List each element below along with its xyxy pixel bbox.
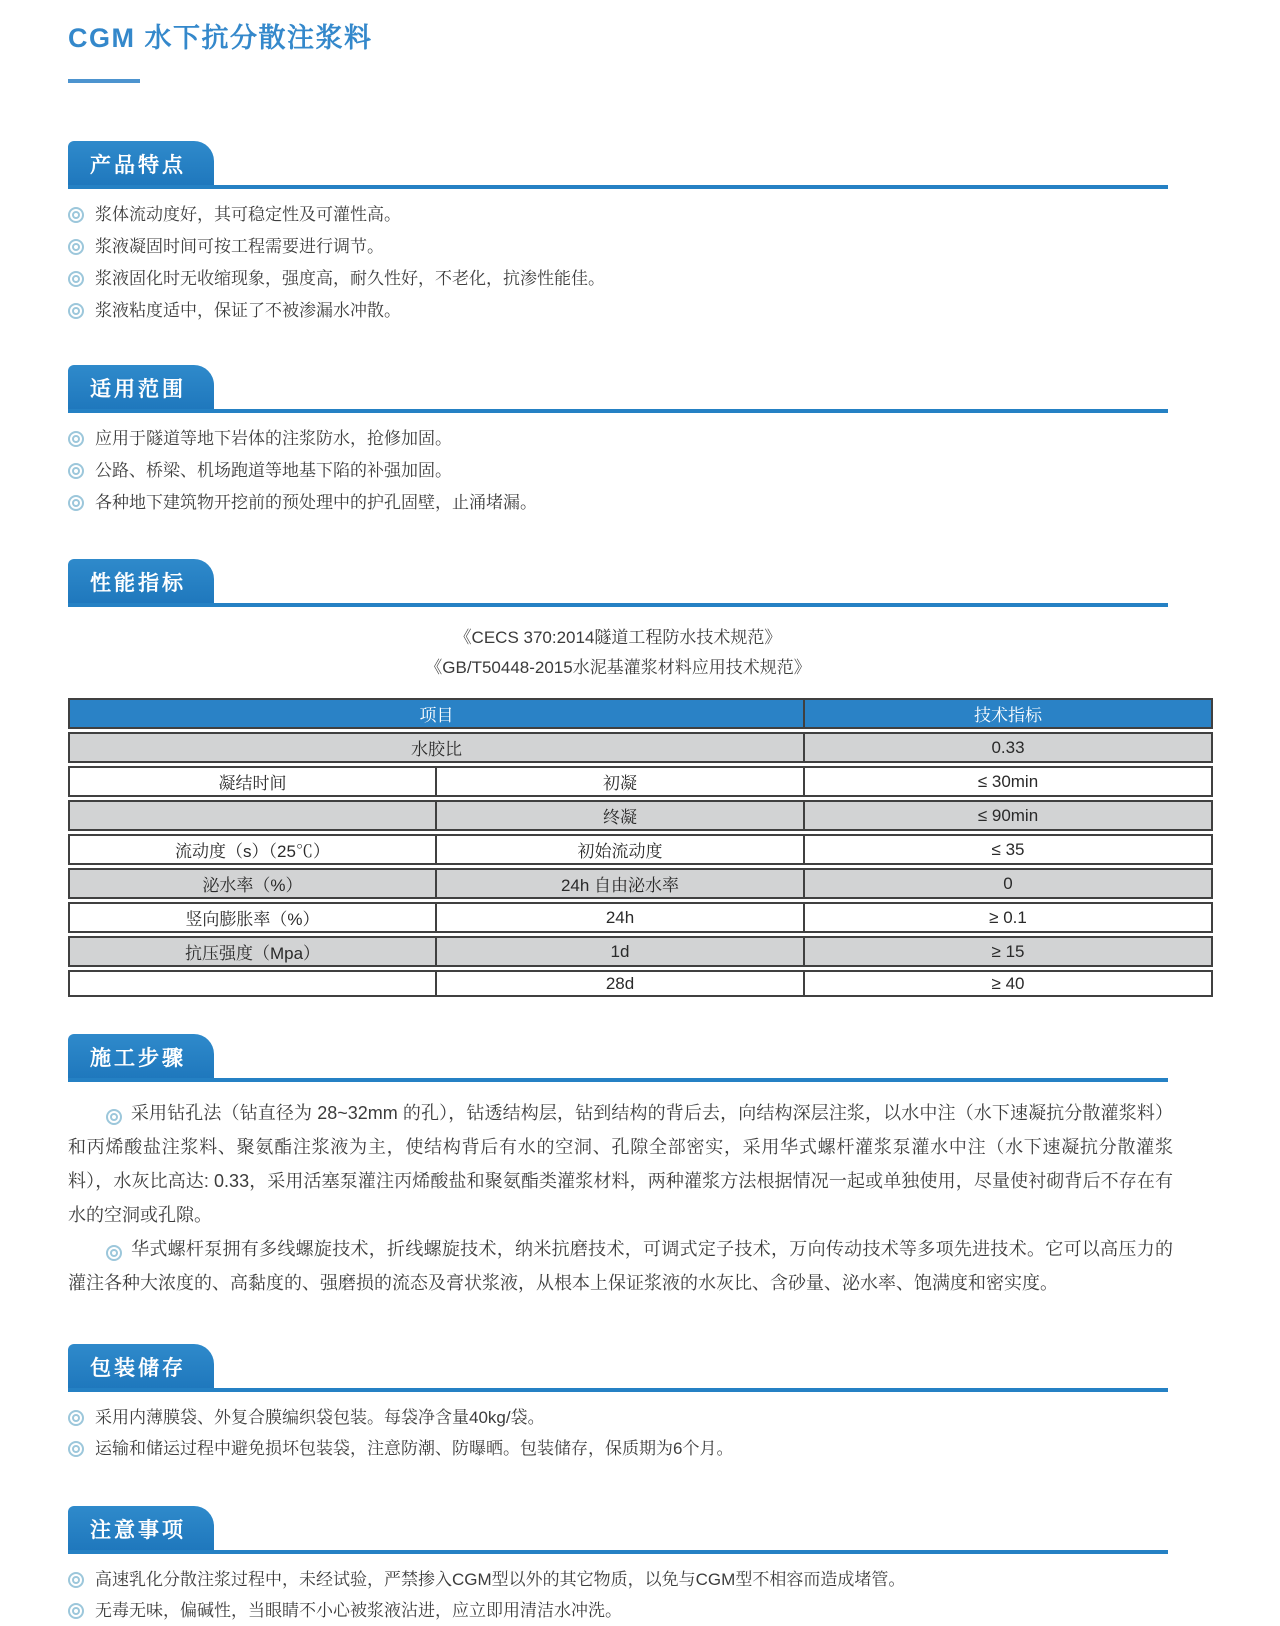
section-head-rule: [68, 559, 1168, 607]
table-cell-sub: 终凝: [436, 800, 804, 831]
list-item: [68, 487, 1173, 519]
table-cell-item: 竖向膨胀率（%）: [68, 902, 436, 933]
table-cell-item: 水胶比: [68, 732, 804, 763]
table-cell-sub: 24h: [436, 902, 804, 933]
section-head-rule: [68, 365, 1168, 413]
table-cell-value: ≥ 40: [804, 970, 1213, 997]
bullet-icon: [68, 1572, 84, 1588]
table-cell-value: ≥ 0.1: [804, 902, 1213, 933]
section-features: [68, 141, 1280, 327]
table-cell-value: ≤ 90min: [804, 800, 1213, 831]
table-cell-value: ≤ 30min: [804, 766, 1213, 797]
section-head-rule: [68, 1034, 1168, 1082]
section-head-rule: [68, 141, 1168, 189]
table-cell-sub: 24h 自由泌水率: [436, 868, 804, 899]
section-heading-tab: 注意事项: [68, 1506, 214, 1550]
features-list: [68, 199, 1173, 327]
section-notes: [68, 1506, 1280, 1626]
bullet-icon: [68, 431, 84, 447]
construction-paragraphs: [68, 1096, 1173, 1300]
table-cell-item: 凝结时间: [68, 766, 436, 797]
table-cell-sub: 28d: [436, 970, 804, 997]
table-row: [68, 868, 1213, 899]
table-row: [68, 834, 1213, 865]
table-row: [68, 902, 1213, 933]
table-row: [68, 970, 1213, 997]
packaging-list: [68, 1402, 1173, 1464]
list-item: [68, 455, 1173, 487]
bullet-icon: [106, 1109, 122, 1125]
table-cell-value: 0: [804, 868, 1213, 899]
list-item: [68, 1433, 1173, 1464]
bullet-icon: [68, 463, 84, 479]
table-row: [68, 800, 1213, 831]
bullet-icon: [68, 495, 84, 511]
table-cell-value: ≥ 15: [804, 936, 1213, 967]
bullet-icon: [68, 271, 84, 287]
list-item: [68, 1564, 1173, 1595]
list-item-text: 运输和储运过程中避免损坏包装袋，注意防潮、防曝晒。包装储存，保质期为6个月。: [95, 1439, 734, 1458]
section-packaging: [68, 1344, 1280, 1464]
table-cell-value: 0.33: [804, 732, 1213, 763]
section-heading-tab: 产品特点: [68, 141, 214, 185]
list-item-text: 应用于隧道等地下岩体的注浆防水，抢修加固。: [95, 429, 452, 448]
table-cell-value: ≤ 35: [804, 834, 1213, 865]
list-item-text: 无毒无味，偏碱性，当眼睛不小心被浆液沾进，应立即用清洁水冲洗。: [95, 1601, 622, 1620]
table-cell-item: [68, 800, 436, 831]
table-body: [68, 732, 1213, 997]
section-scope: [68, 365, 1280, 519]
performance-table: [68, 695, 1213, 1000]
list-item: [68, 295, 1173, 327]
title-underline: [68, 79, 140, 83]
section-heading-tab: 施工步骤: [68, 1034, 214, 1078]
bullet-icon: [68, 1410, 84, 1426]
list-item-text: 浆液凝固时间可按工程需要进行调节。: [95, 237, 384, 256]
table-cell-item: 流动度（s）（25℃）: [68, 834, 436, 865]
table-row: [68, 766, 1213, 797]
section-heading-tab: 包装储存: [68, 1344, 214, 1388]
table-cell-item: [68, 970, 436, 997]
table-header-row: [68, 698, 1213, 729]
bullet-icon: [106, 1245, 122, 1261]
section-heading-tab: 性能指标: [68, 559, 214, 603]
table-cell-sub: 初凝: [436, 766, 804, 797]
page-title: CGM 水下抗分散注浆料: [68, 23, 373, 53]
list-item-text: 浆体流动度好，其可稳定性及可灌性高。: [95, 205, 401, 224]
table-cell-item: 泌水率（%）: [68, 868, 436, 899]
section-construction: [68, 1034, 1280, 1300]
construction-paragraph: 采用钻孔法（钻直径为 28~32mm 的孔），钻透结构层，钻到结构的背后去，向结构深层注浆，以水中注（水下速凝抗分散灌浆料）和丙烯酸盐注浆料、聚氨酯注浆液为主，使结构背后有水的空洞、孔隙全部密实，采用华式螺杆灌浆泵灌水中注（水下速凝抗分散灌浆料），水灰比高达: 0.33，采用活塞泵灌注丙烯酸盐和聚氨酯类灌浆材料，两种灌浆方法根据情况一起或单独使用，尽量使衬砌背后不存在有水的空洞或孔隙。: [68, 1103, 1173, 1225]
list-item-text: 浆液粘度适中，保证了不被渗漏水冲散。: [95, 301, 401, 320]
list-item: [68, 263, 1173, 295]
section-heading-tab: 适用范围: [68, 365, 214, 409]
table-row: [68, 732, 1213, 763]
notes-list: [68, 1564, 1173, 1626]
table-cell-sub: 1d: [436, 936, 804, 967]
list-item: [68, 231, 1173, 263]
table-cell-sub: 初始流动度: [436, 834, 804, 865]
list-item: [68, 423, 1173, 455]
scope-list: [68, 423, 1173, 519]
bullet-icon: [68, 1603, 84, 1619]
section-performance: [68, 559, 1280, 1000]
table-cell-item: 抗压强度（Mpa）: [68, 936, 436, 967]
standards-block: [68, 623, 1168, 683]
bullet-icon: [68, 207, 84, 223]
table-header-item: 项目: [68, 698, 804, 729]
table-row: [68, 936, 1213, 967]
construction-paragraph: 华式螺杆泵拥有多线螺旋技术，折线螺旋技术，纳米抗磨技术，可调式定子技术，万向传动技术等多项先进技术。它可以高压力的灌注各种大浓度的、高黏度的、强磨损的流态及膏状浆液，从根本上保证浆液的水灰比、含砂量、泌水率、饱满度和密实度。: [68, 1239, 1173, 1293]
section-head-rule: [68, 1506, 1168, 1554]
list-item-text: 各种地下建筑物开挖前的预处理中的护孔固壁，止涌堵漏。: [95, 493, 537, 512]
section-head-rule: [68, 1344, 1168, 1392]
list-item: [68, 1595, 1173, 1626]
bullet-icon: [68, 303, 84, 319]
list-item-text: 浆液固化时无收缩现象，强度高，耐久性好，不老化，抗渗性能佳。: [95, 269, 605, 288]
table-header-value: 技术指标: [804, 698, 1213, 729]
bullet-icon: [68, 1441, 84, 1457]
list-item: [68, 199, 1173, 231]
list-item: [68, 1402, 1173, 1433]
standard-line-1: 《CECS 370:2014隧道工程防水技术规范》: [454, 628, 782, 647]
list-item-text: 公路、桥梁、机场跑道等地基下陷的补强加固。: [95, 461, 452, 480]
list-item-text: 采用内薄膜袋、外复合膜编织袋包装。每袋净含量40kg/袋。: [95, 1408, 545, 1427]
standard-line-2: 《GB/T50448-2015水泥基灌浆材料应用技术规范》: [425, 658, 811, 677]
list-item-text: 高速乳化分散注浆过程中，未经试验，严禁掺入CGM型以外的其它物质，以免与CGM型不相容而造成堵管。: [95, 1570, 906, 1589]
bullet-icon: [68, 239, 84, 255]
